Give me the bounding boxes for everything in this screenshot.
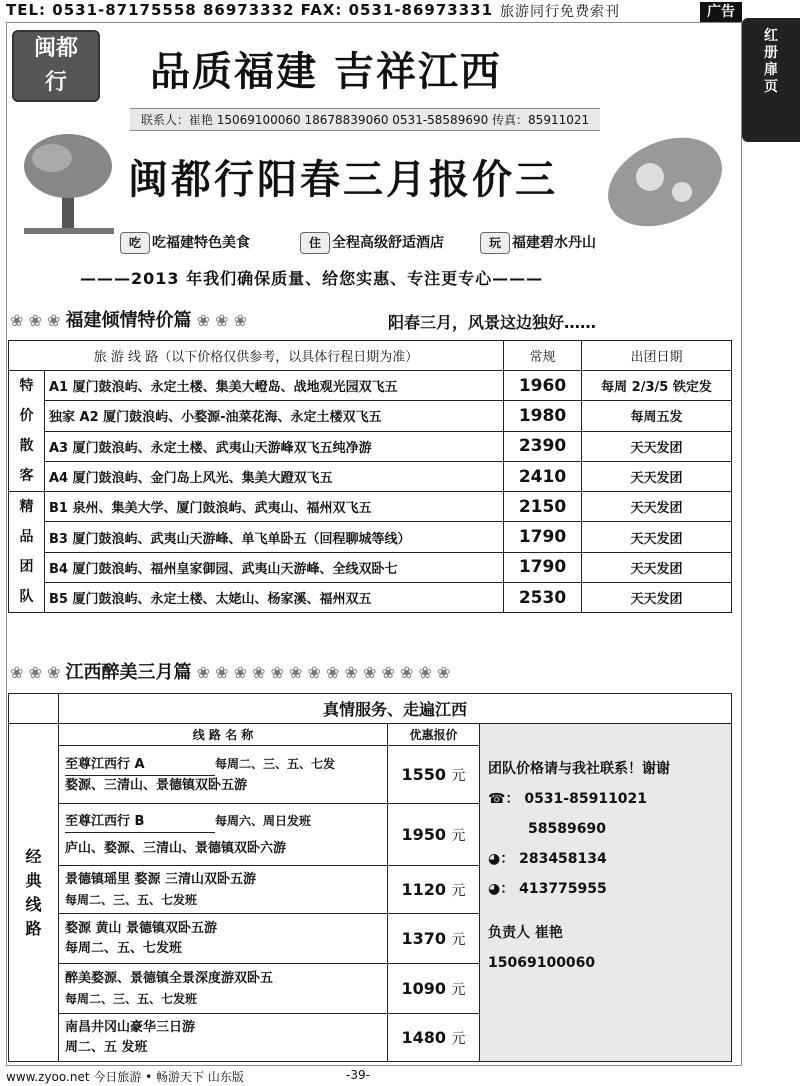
route-detail: 每周二、三、五、七发班 <box>65 991 198 1006</box>
route-days: 每周六、周日发班 <box>215 813 312 828</box>
table-header-row <box>9 724 732 746</box>
currency: 元 <box>451 767 466 784</box>
contact-panel <box>480 724 732 1062</box>
qq-icon: ◕ <box>488 851 501 867</box>
top-contact: TEL: 0531-87175558 86973332 FAX: 0531-86973331 <box>6 1 494 19</box>
table-row <box>9 492 732 522</box>
route-cell: B5 厦门鼓浪屿、永定土楼、太姥山、杨家溪、福州双五 <box>45 583 504 613</box>
col-date-header: 出团日期 <box>582 341 732 371</box>
route-name: 至尊江西行 B <box>65 812 215 833</box>
side-tab-char: 册 <box>764 45 778 61</box>
date-cell: 每周五发 <box>582 401 732 431</box>
price-value: 1550 <box>401 764 446 784</box>
route-cell: A1 厦门鼓浪屿、永定土楼、集美大嶝岛、战地观光园双飞五 <box>45 371 504 401</box>
category-char: 经 <box>25 846 42 866</box>
price-cell: 2410 <box>504 461 582 491</box>
date-cell: 天天发团 <box>582 492 732 522</box>
price-cell: 1960 <box>504 371 582 401</box>
feature-text: 全程高级舒适酒店 <box>332 235 444 251</box>
manager-label: 负责人 崔艳 <box>488 925 563 941</box>
route-cell: B4 厦门鼓浪屿、福州皇家御园、武夷山天游峰、全线双卧七 <box>45 552 504 582</box>
hotel-icon: 住 <box>300 232 330 254</box>
route-cell: A3 厦门鼓浪屿、永定土楼、武夷山天游峰双飞五纯净游 <box>45 431 504 461</box>
table-row <box>9 371 732 401</box>
qq-number: 283458134 <box>519 851 607 867</box>
phone-line: ☎： 0531-85911021 <box>488 791 648 807</box>
table-header-row <box>9 341 732 371</box>
price-cell: 2150 <box>504 492 582 522</box>
route-name: 至尊江西行 A <box>65 755 215 776</box>
ad-tag: 广告 <box>700 2 742 22</box>
feature-food <box>120 232 250 254</box>
table-title: 真情服务、走遍江西 <box>59 694 732 724</box>
category-char: 品 <box>19 529 34 546</box>
side-tab <box>742 18 800 142</box>
table-row <box>9 431 732 461</box>
page-number: -39- <box>346 1068 370 1082</box>
category-char: 价 <box>19 408 34 425</box>
headline: 闽都行阳春三月报价三 <box>128 157 558 203</box>
route-cell <box>59 914 388 964</box>
table-row <box>9 552 732 582</box>
footer-site: www.zyoo.net 今日旅游 • 畅游天下 山东版 <box>6 1070 244 1084</box>
currency: 元 <box>451 1030 466 1047</box>
slogan: 品质福建 吉祥江西 <box>150 48 502 95</box>
price-cell <box>388 964 480 1014</box>
price-cell: 2390 <box>504 431 582 461</box>
free-catalog-note: 旅游同行免费索刊 <box>500 4 620 20</box>
currency: 元 <box>451 882 466 899</box>
phone-number: 0531-85911021 <box>524 791 648 807</box>
category-char: 路 <box>25 918 42 938</box>
food-icon: 吃 <box>120 232 150 254</box>
col-route-header: 线 路 名 称 <box>59 724 388 746</box>
flower-icon: ❀ ❀ ❀ <box>10 663 61 682</box>
route-cell: B1 泉州、集美大学、厦门鼓浪屿、武夷山、福州双飞五 <box>45 492 504 522</box>
fujian-section-header <box>10 306 247 332</box>
price-cell: 1790 <box>504 522 582 552</box>
price-value: 1950 <box>401 824 446 844</box>
table-row <box>9 461 732 491</box>
price-cell <box>388 746 480 804</box>
qq-line: ◕： 283458134 <box>488 851 607 867</box>
col-route-header: 旅 游 线 路（以下价格仅供参考，以具体行程日期为准） <box>9 341 504 371</box>
route-cell: 独家 A2 厦门鼓浪屿、小婺源-油菜花海、永定土楼双飞五 <box>45 401 504 431</box>
table-row <box>9 401 732 431</box>
price-cell <box>388 804 480 866</box>
category-char: 团 <box>19 559 34 576</box>
category-char: 精 <box>19 499 34 516</box>
route-cell: A4 厦门鼓浪屿、金门岛上风光、集美大蹬双飞五 <box>45 461 504 491</box>
route-name: 醉美婺源、景德镇全景深度游双卧五 <box>65 970 274 986</box>
price-cell <box>388 914 480 964</box>
logo-line: 行 <box>44 70 67 95</box>
price-value: 1120 <box>401 879 446 899</box>
route-cell <box>59 746 388 804</box>
route-cell <box>59 1014 388 1062</box>
price-value: 1370 <box>401 928 446 948</box>
side-tab-char: 扉 <box>764 62 778 78</box>
price-cell: 2530 <box>504 583 582 613</box>
route-detail: 每周二、五、七发班 <box>65 940 183 956</box>
route-detail: 庐山、婺源、三清山、景德镇双卧六游 <box>65 840 287 856</box>
footer <box>6 1068 746 1085</box>
route-name: 婺源 黄山 景德镇双卧五游 <box>65 920 218 936</box>
blank-cell <box>9 694 59 724</box>
price-cell <box>388 866 480 914</box>
route-cell: B3 厦门鼓浪屿、武夷山天游峰、单飞单卧五（回程聊城等线） <box>45 522 504 552</box>
date-cell: 天天发团 <box>582 431 732 461</box>
col-price-header: 优惠报价 <box>388 724 480 746</box>
feature-text: 福建碧水丹山 <box>512 235 596 251</box>
feature-text: 吃福建特色美食 <box>152 235 250 251</box>
flower-icon: ❀ ❀ ❀ ❀ ❀ ❀ ❀ ❀ ❀ ❀ ❀ ❀ ❀ ❀ <box>196 663 451 682</box>
section-title: 福建倾情特价篇 <box>65 310 192 331</box>
qq-number: 413775955 <box>519 881 607 897</box>
mobile-number: 15069100060 <box>488 955 596 971</box>
price-cell: 1980 <box>504 401 582 431</box>
jiangxi-price-table <box>8 693 732 1062</box>
feature-scenery <box>480 232 596 254</box>
phone-number-2: 58589690 <box>528 821 606 837</box>
route-cell <box>59 866 388 914</box>
top-bar <box>0 0 742 22</box>
flower-icon: ❀ ❀ ❀ <box>10 311 61 330</box>
category-cell <box>9 371 45 492</box>
contact-line: 联系人：崔艳 15069100060 18678839060 0531-58589690 传真：85911021 <box>130 108 600 131</box>
scenery-icon: 玩 <box>480 232 510 254</box>
currency: 元 <box>451 981 466 998</box>
company-logo <box>12 30 100 102</box>
route-detail: 婺源、三清山、景德镇双卧五游 <box>65 777 248 793</box>
fujian-price-table <box>8 340 732 613</box>
route-detail: 每周二、三、五、七发班 <box>65 892 198 907</box>
flower-icon: ❀ ❀ ❀ <box>196 311 247 330</box>
date-cell: 每周 2/3/5 铁定发 <box>582 371 732 401</box>
category-char: 队 <box>19 589 34 606</box>
date-cell: 天天发团 <box>582 522 732 552</box>
category-char: 特 <box>19 378 34 395</box>
date-cell: 天天发团 <box>582 583 732 613</box>
route-name: 景德镇瑶里 婺源 三清山双卧五游 <box>65 871 257 887</box>
side-tab-char: 页 <box>764 79 778 95</box>
logo-line: 闽都 <box>33 36 78 61</box>
currency: 元 <box>451 931 466 948</box>
route-name: 南昌井冈山豪华三日游 <box>65 1019 196 1035</box>
phone-icon: ☎ <box>488 791 506 807</box>
currency: 元 <box>451 827 466 844</box>
date-cell: 天天发团 <box>582 552 732 582</box>
qq-line: ◕： 413775955 <box>488 881 607 897</box>
side-tab-char: 红 <box>764 28 778 44</box>
price-cell: 1790 <box>504 552 582 582</box>
col-price-header: 常规 <box>504 341 582 371</box>
category-cell <box>9 724 59 1062</box>
category-cell <box>9 492 45 613</box>
route-detail: 周二、五 发班 <box>65 1039 148 1055</box>
fujian-tagline: 阳春三月，风景这边独好…… <box>388 313 597 332</box>
promise-line: ———2013 年我们确保质量、给您实惠、专注更专心——— <box>80 269 544 288</box>
team-price-note: 团队价格请与我社联系！谢谢 <box>488 761 670 777</box>
category-char: 线 <box>25 894 42 914</box>
category-char: 典 <box>25 870 42 890</box>
feature-hotel <box>300 232 444 254</box>
leaf-illustration-icon <box>600 122 730 242</box>
route-cell <box>59 804 388 866</box>
category-char: 散 <box>19 438 34 455</box>
category-char: 客 <box>19 468 34 485</box>
price-value: 1480 <box>401 1027 446 1047</box>
jiangxi-section-header <box>10 658 450 684</box>
price-value: 1090 <box>401 978 446 998</box>
date-cell: 天天发团 <box>582 461 732 491</box>
table-row <box>9 583 732 613</box>
price-cell <box>388 1014 480 1062</box>
table-row <box>9 522 732 552</box>
table-title-row <box>9 694 732 724</box>
route-cell <box>59 964 388 1014</box>
section-title: 江西醉美三月篇 <box>65 662 192 683</box>
tree-illustration-icon <box>14 128 124 238</box>
route-days: 每周二、三、五、七发 <box>215 756 336 771</box>
qq-icon: ◕ <box>488 881 501 897</box>
